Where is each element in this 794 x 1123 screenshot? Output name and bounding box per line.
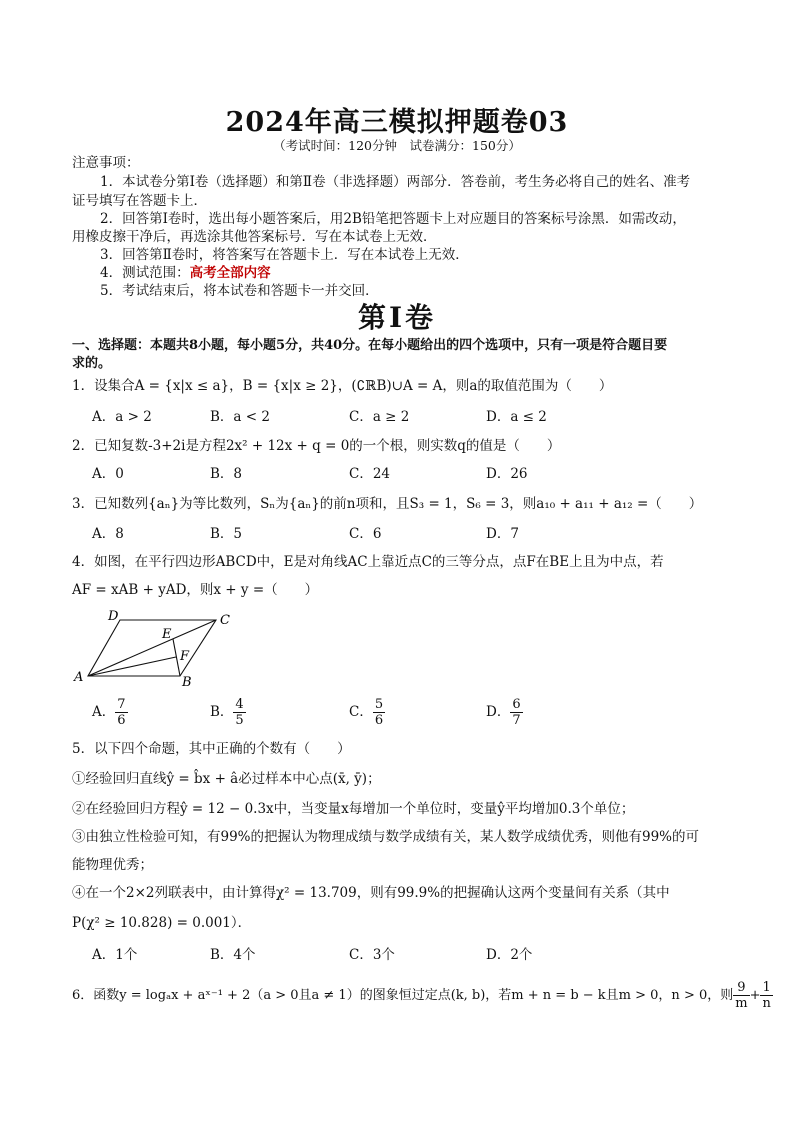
q3-option-b: B．5 [210,526,243,542]
notice-item-4-label: 4．测试范围： [100,265,190,281]
q5-option-d: D．2个 [486,947,533,963]
q1-option-d: D．a ≤ 2 [486,409,547,425]
notice-item-1: 1．本试卷分第Ⅰ卷（选择题）和第Ⅱ卷（非选择题）两部分．答卷前，考生务必将自己的姓名、准考 [100,174,691,190]
question-3-stem: 3．已知数列{aₙ}为等比数列，Sₙ为{aₙ}的前n项和，且S₃ = 1，S₆ = 3，则a₁₀ + a₁₁ + a₁₂ =（ ） [72,496,703,512]
q1-option-b: B．a < 2 [210,409,270,425]
q2-option-c: C．24 [349,466,391,482]
notice-item-5: 5．考试结束后，将本试卷和答题卡一并交回． [100,283,379,299]
q3-option-d: D．7 [486,526,519,542]
volume-heading: 第Ⅰ卷 [357,301,437,334]
q5-statement-4: ④在一个2×2列联表中，由计算得χ² = 13.709，则有99.9%的把握确认这两个变量间有关系（其中 [72,885,670,901]
question-1-stem: 1．设集合A = {x|x ≤ a}，B = {x|x ≥ 2}，(∁ℝB)∪A = A，则a的取值范围为（ ） [72,378,613,394]
notice-item-2: 2．回答第Ⅰ卷时，选出每小题答案后，用2B铅笔把答题卡上对应题目的答案标号涂黑．如需改动， [100,211,686,227]
q5-option-b: B．4个 [210,947,256,963]
notice-item-3: 3．回答第Ⅱ卷时，将答案写在答题卡上．写在本试卷上无效． [100,247,469,263]
q5-statement-4-cont: P(χ² ≥ 10.828) = 0.001）． [72,915,252,931]
notice-heading: 注意事项： [72,155,140,171]
q5-statement-1: ①经验回归直线ŷ = b̂x + â必过样本中心点(x̄, ȳ)； [72,771,381,787]
q5-option-a: A．1个 [92,947,138,963]
parallelogram-figure [68,606,238,690]
q1-option-a: A．a > 2 [92,409,152,425]
q4-option-d: D． $\frac{6}{7}$ [486,697,521,728]
q4-option-a: A． $\frac{7}{6}$ [92,697,126,728]
q2-option-b: B．8 [210,466,243,482]
q4-option-b: B． $\frac{4}{5}$ [210,697,244,728]
label-d: D [108,609,119,624]
label-f: F [180,649,190,664]
question-2-stem: 2．已知复数-3+2i是方程2x² + 12x + q = 0的一个根，则实数q的值是（ ） [72,438,561,454]
section-instructions-cont: 求的。 [72,356,112,371]
diagonal-ac [88,620,216,676]
question-4-stem-cont: AF = xAB + yAD，则x + y =（ ） [72,582,319,598]
q3-option-a: A．8 [92,526,124,542]
page-title: 2024年高三模拟押题卷03 [225,107,569,138]
q2-option-d: D．26 [486,466,528,482]
section-instructions: 一、选择题：本题共8小题，每小题5分，共40分。在每小题给出的四个选项中，只有一项是符合题目要 [72,338,668,353]
q5-statement-2: ②在经验回归方程ŷ = 12 − 0.3x中，当变量x每增加一个单位时，变量ŷ平均增加0.3个单位； [72,801,635,817]
q4-option-c: C． $\frac{5}{6}$ [349,697,384,728]
label-c: C [220,613,230,628]
notice-item-1-cont: 证号填写在答题卡上． [72,193,207,209]
q3-option-c: C．6 [349,526,382,542]
q5-statement-3: ③由独立性检验可知，有99%的把握认为物理成绩与数学成绩有关，某人数学成绩优秀，则他有99%的可 [72,829,700,845]
notice-item-2-cont: 用橡皮擦干净后，再选涂其他答案标号．写在本试卷上无效． [72,229,437,245]
question-5-stem: 5．以下四个命题，其中正确的个数有（ ） [72,741,351,757]
label-e: E [162,627,172,642]
notice-item-4 [100,264,271,282]
q6-fraction-9-over-m: $\frac{9}{m}$ [735,980,748,1011]
exam-time-info: （考试时间：120分钟 试卷满分：150分） [273,138,521,153]
question-6-stem: 6．函数y = logₐx + aˣ⁻¹ + 2（a > 0且a ≠ 1）的图象恒过定点(k, b)，若m + n = b − k且m > 0，n > 0，则 $\frac{9}{m}$ + $\frac{1}{n}$ [72,980,771,1011]
q5-statement-3-cont: 能物理优秀； [72,857,153,873]
question-4-stem: 4．如图，在平行四边形ABCD中，E是对角线AC上靠近点C的三等分点，点F在BE上且为中点，若 [72,554,664,570]
q2-option-a: A．0 [92,466,124,482]
label-b: B [182,675,192,690]
test-scope: 高考全部内容 [189,265,271,281]
q1-option-c: C．a ≥ 2 [349,409,410,425]
label-a: A [74,670,84,685]
segment-af [88,657,176,676]
q6-fraction-1-over-n: $\frac{1}{n}$ [762,980,771,1011]
q5-option-c: C．3个 [349,947,395,963]
